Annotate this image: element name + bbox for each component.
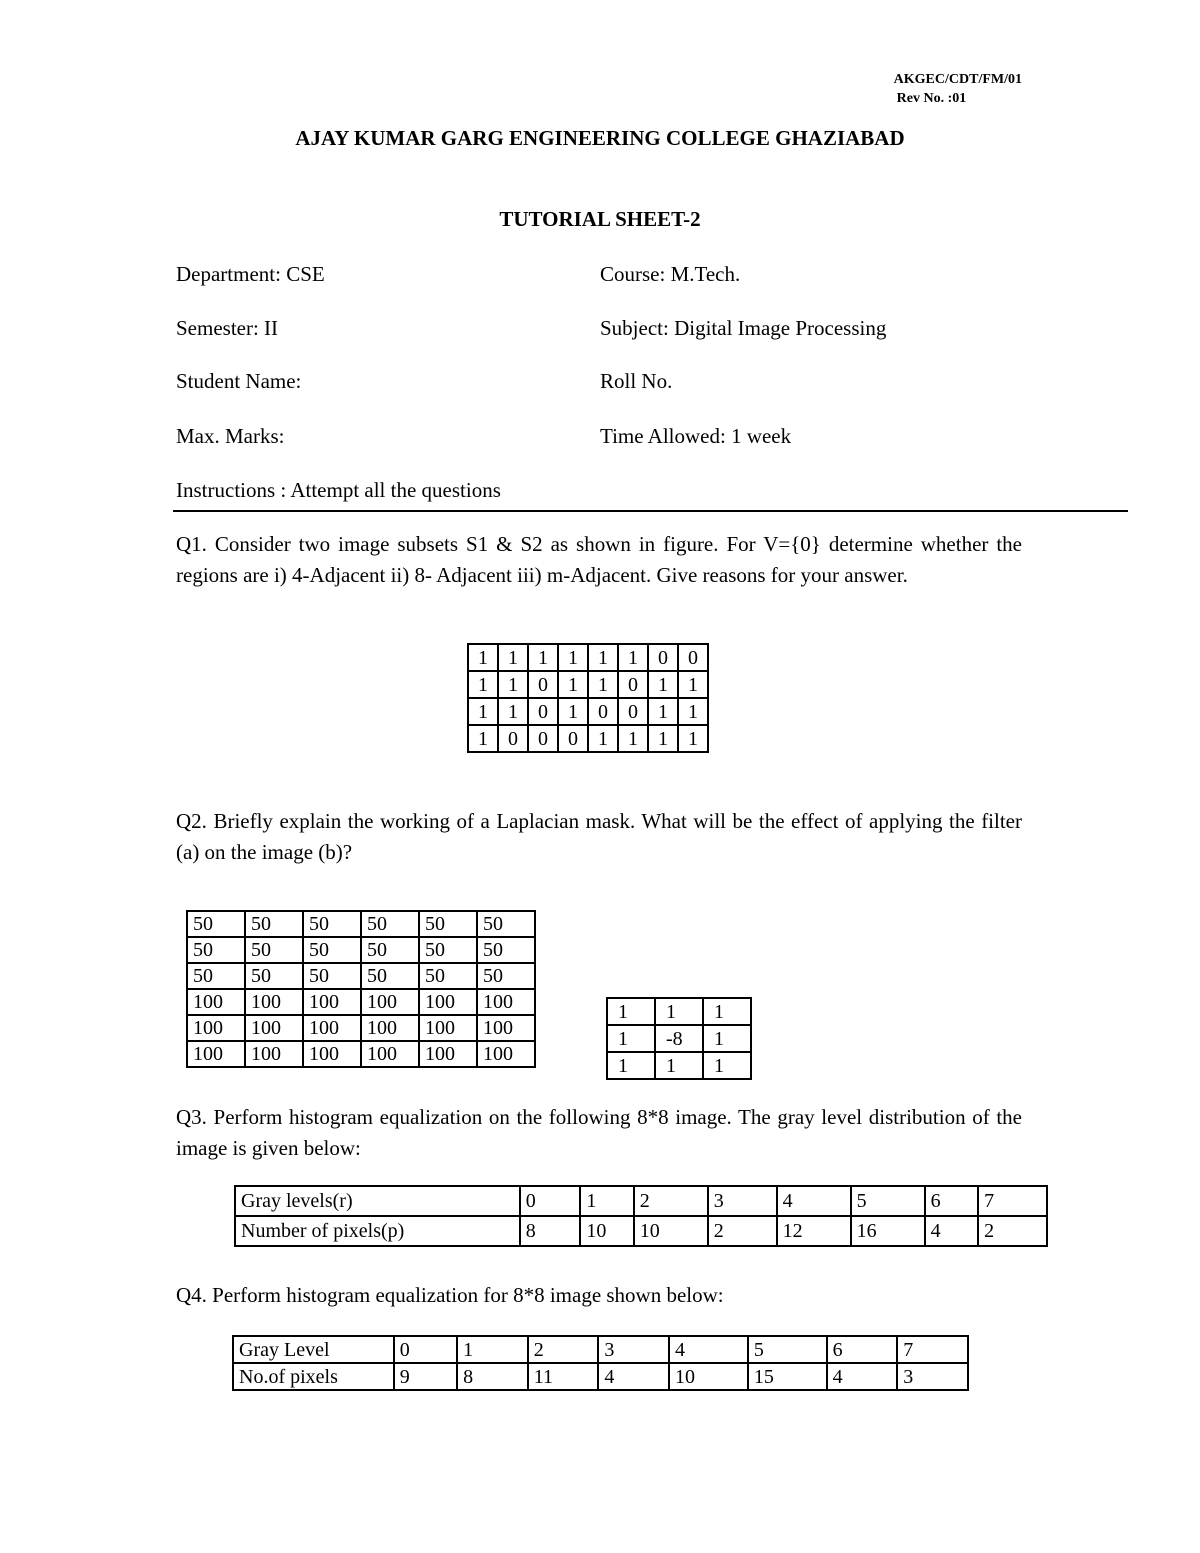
question-1-text: Q1. Consider two image subsets S1 & S2 as shown in figure. For V={0} determine whether the regions are i) 4-Adjacent ii) 8- Adjacent iii) m-Adjacent. Give reasons for your answer. bbox=[176, 532, 1022, 587]
table-row bbox=[607, 998, 751, 1025]
table-cell: 0 bbox=[648, 644, 678, 671]
table-cell: 1 bbox=[678, 725, 708, 752]
table-cell: Gray Level bbox=[233, 1336, 394, 1363]
table-cell: 100 bbox=[187, 1015, 245, 1041]
college-name: AJAY KUMAR GARG ENGINEERING COLLEGE GHAZIABAD bbox=[295, 126, 905, 150]
table-row bbox=[187, 937, 535, 963]
table-cell: 1 bbox=[607, 1025, 655, 1052]
table-cell: 1 bbox=[528, 644, 558, 671]
table-cell: 4 bbox=[925, 1216, 978, 1246]
table-cell: 0 bbox=[618, 671, 648, 698]
table-cell: 100 bbox=[187, 989, 245, 1015]
roll-no-field: Roll No. bbox=[600, 369, 673, 393]
table-cell: 2 bbox=[978, 1216, 1047, 1246]
table-cell: 1 bbox=[588, 725, 618, 752]
table-cell: 100 bbox=[361, 1041, 419, 1067]
table-cell: 10 bbox=[634, 1216, 708, 1246]
table-cell: 50 bbox=[419, 911, 477, 937]
table-cell: 50 bbox=[361, 963, 419, 989]
table-cell: 10 bbox=[580, 1216, 633, 1246]
table-cell: 100 bbox=[245, 1015, 303, 1041]
table-cell: 3 bbox=[897, 1363, 968, 1390]
table-cell: 1 bbox=[558, 671, 588, 698]
table-row bbox=[187, 1041, 535, 1067]
table-row bbox=[233, 1336, 968, 1363]
subject-field: Subject: Digital Image Processing bbox=[600, 316, 887, 340]
table-cell: 16 bbox=[851, 1216, 925, 1246]
instructions: Instructions : Attempt all the questions bbox=[176, 478, 501, 502]
table-cell: 1 bbox=[580, 1186, 633, 1216]
table-cell: 50 bbox=[245, 963, 303, 989]
table-cell: 1 bbox=[468, 671, 498, 698]
table-cell: 50 bbox=[187, 911, 245, 937]
table-cell: 1 bbox=[607, 998, 655, 1025]
table-cell: 0 bbox=[588, 698, 618, 725]
table-row bbox=[468, 644, 708, 671]
course-field: Course: M.Tech. bbox=[600, 262, 741, 286]
table-cell: 1 bbox=[588, 644, 618, 671]
table-cell: 6 bbox=[925, 1186, 978, 1216]
table-cell: 50 bbox=[419, 937, 477, 963]
table-cell: 50 bbox=[245, 911, 303, 937]
table-cell: 100 bbox=[245, 1041, 303, 1067]
table-cell: 100 bbox=[419, 1041, 477, 1067]
table-cell: 1 bbox=[498, 644, 528, 671]
table-row bbox=[235, 1186, 1047, 1216]
table-cell: 100 bbox=[361, 989, 419, 1015]
table-cell: 3 bbox=[598, 1336, 669, 1363]
table-cell: 1 bbox=[468, 698, 498, 725]
table-cell: Gray levels(r) bbox=[235, 1186, 520, 1216]
table-cell: 1 bbox=[558, 644, 588, 671]
table-cell: 100 bbox=[419, 1015, 477, 1041]
table-cell: 1 bbox=[457, 1336, 528, 1363]
table-cell: 1 bbox=[618, 644, 648, 671]
table-cell: 0 bbox=[394, 1336, 457, 1363]
table-cell: 1 bbox=[468, 644, 498, 671]
table-cell: No.of pixels bbox=[233, 1363, 394, 1390]
table-cell: 15 bbox=[748, 1363, 827, 1390]
table-cell: 50 bbox=[361, 911, 419, 937]
question-2-text: Q2. Briefly explain the working of a Laplacian mask. What will be the effect of applying the filter (a) on the image (b)? bbox=[176, 809, 1022, 864]
table-cell: 0 bbox=[528, 698, 558, 725]
table-cell: 1 bbox=[655, 1052, 703, 1079]
table-cell: 12 bbox=[777, 1216, 851, 1246]
table-cell: 50 bbox=[303, 937, 361, 963]
table-cell: 1 bbox=[678, 698, 708, 725]
q1-matrix bbox=[467, 643, 709, 753]
table-row bbox=[233, 1363, 968, 1390]
document-code-block bbox=[894, 70, 1022, 108]
table-cell: 100 bbox=[477, 989, 535, 1015]
table-cell: 1 bbox=[648, 725, 678, 752]
table-cell: 100 bbox=[303, 1041, 361, 1067]
table-cell: 50 bbox=[477, 937, 535, 963]
table-cell: 0 bbox=[528, 725, 558, 752]
table-cell: 4 bbox=[669, 1336, 748, 1363]
table-row bbox=[468, 698, 708, 725]
table-cell: 100 bbox=[477, 1015, 535, 1041]
table-cell: 11 bbox=[528, 1363, 599, 1390]
document-code: AKGEC/CDT/FM/01 bbox=[893, 72, 1022, 87]
table-cell: 50 bbox=[187, 937, 245, 963]
table-cell: 1 bbox=[648, 698, 678, 725]
table-row bbox=[468, 725, 708, 752]
table-cell: 1 bbox=[655, 998, 703, 1025]
semester-field: Semester: II bbox=[176, 316, 279, 340]
table-cell: 3 bbox=[708, 1186, 777, 1216]
table-cell: 100 bbox=[187, 1041, 245, 1067]
table-cell: 50 bbox=[187, 963, 245, 989]
table-cell: 8 bbox=[457, 1363, 528, 1390]
table-cell: 50 bbox=[245, 937, 303, 963]
time-allowed-field: Time Allowed: 1 week bbox=[600, 424, 792, 448]
table-cell: 100 bbox=[303, 989, 361, 1015]
table-cell: 0 bbox=[558, 725, 588, 752]
table-cell: 50 bbox=[477, 911, 535, 937]
table-cell: 1 bbox=[703, 1025, 751, 1052]
q4-histogram-table bbox=[232, 1335, 969, 1391]
sheet-title: TUTORIAL SHEET-2 bbox=[499, 207, 701, 231]
table-cell: 100 bbox=[245, 989, 303, 1015]
table-cell: -8 bbox=[655, 1025, 703, 1052]
table-cell: 50 bbox=[361, 937, 419, 963]
table-cell: 0 bbox=[678, 644, 708, 671]
table-cell: 50 bbox=[303, 911, 361, 937]
table-cell: 1 bbox=[703, 998, 751, 1025]
table-cell: 5 bbox=[851, 1186, 925, 1216]
table-row bbox=[607, 1025, 751, 1052]
question-4-text: Q4. Perform histogram equalization for 8*8 image shown below: bbox=[176, 1283, 724, 1307]
student-name-field: Student Name: bbox=[176, 369, 302, 393]
table-cell: 50 bbox=[419, 963, 477, 989]
table-cell: 10 bbox=[669, 1363, 748, 1390]
q3-histogram-table bbox=[234, 1185, 1048, 1247]
table-cell: 1 bbox=[678, 671, 708, 698]
table-cell: 2 bbox=[528, 1336, 599, 1363]
table-row bbox=[187, 911, 535, 937]
table-cell: 0 bbox=[498, 725, 528, 752]
table-cell: 100 bbox=[419, 989, 477, 1015]
table-cell: 2 bbox=[708, 1216, 777, 1246]
table-cell: 4 bbox=[827, 1363, 898, 1390]
max-marks-field: Max. Marks: bbox=[176, 424, 285, 448]
table-cell: 6 bbox=[827, 1336, 898, 1363]
table-cell: 0 bbox=[528, 671, 558, 698]
table-cell: 100 bbox=[477, 1041, 535, 1067]
divider-line bbox=[173, 510, 1128, 512]
table-cell: 50 bbox=[303, 963, 361, 989]
table-cell: 8 bbox=[520, 1216, 581, 1246]
table-cell: 1 bbox=[468, 725, 498, 752]
table-cell: 4 bbox=[598, 1363, 669, 1390]
table-cell: 1 bbox=[588, 671, 618, 698]
question-3-text: Q3. Perform histogram equalization on the following 8*8 image. The gray level distribution of the image is given below: bbox=[176, 1105, 1022, 1160]
table-cell: 5 bbox=[748, 1336, 827, 1363]
q2-image-table bbox=[186, 910, 536, 1068]
table-row bbox=[235, 1216, 1047, 1246]
table-cell: 0 bbox=[618, 698, 648, 725]
table-cell: 2 bbox=[634, 1186, 708, 1216]
table-cell: 7 bbox=[897, 1336, 968, 1363]
table-cell: 100 bbox=[303, 1015, 361, 1041]
table-cell: 50 bbox=[477, 963, 535, 989]
table-cell: 1 bbox=[703, 1052, 751, 1079]
table-row bbox=[187, 989, 535, 1015]
table-cell: 9 bbox=[394, 1363, 457, 1390]
table-cell: Number of pixels(p) bbox=[235, 1216, 520, 1246]
table-cell: 1 bbox=[498, 671, 528, 698]
table-row bbox=[607, 1052, 751, 1079]
department-field: Department: CSE bbox=[176, 262, 325, 286]
q2-laplacian-mask bbox=[606, 997, 752, 1080]
table-cell: 1 bbox=[498, 698, 528, 725]
table-row bbox=[187, 1015, 535, 1041]
table-cell: 0 bbox=[520, 1186, 581, 1216]
table-cell: 7 bbox=[978, 1186, 1047, 1216]
table-row bbox=[187, 963, 535, 989]
revision-number: Rev No. :01 bbox=[896, 91, 967, 106]
table-cell: 1 bbox=[607, 1052, 655, 1079]
table-row bbox=[468, 671, 708, 698]
table-cell: 100 bbox=[361, 1015, 419, 1041]
table-cell: 1 bbox=[558, 698, 588, 725]
table-cell: 1 bbox=[618, 725, 648, 752]
table-cell: 4 bbox=[777, 1186, 851, 1216]
table-cell: 1 bbox=[648, 671, 678, 698]
